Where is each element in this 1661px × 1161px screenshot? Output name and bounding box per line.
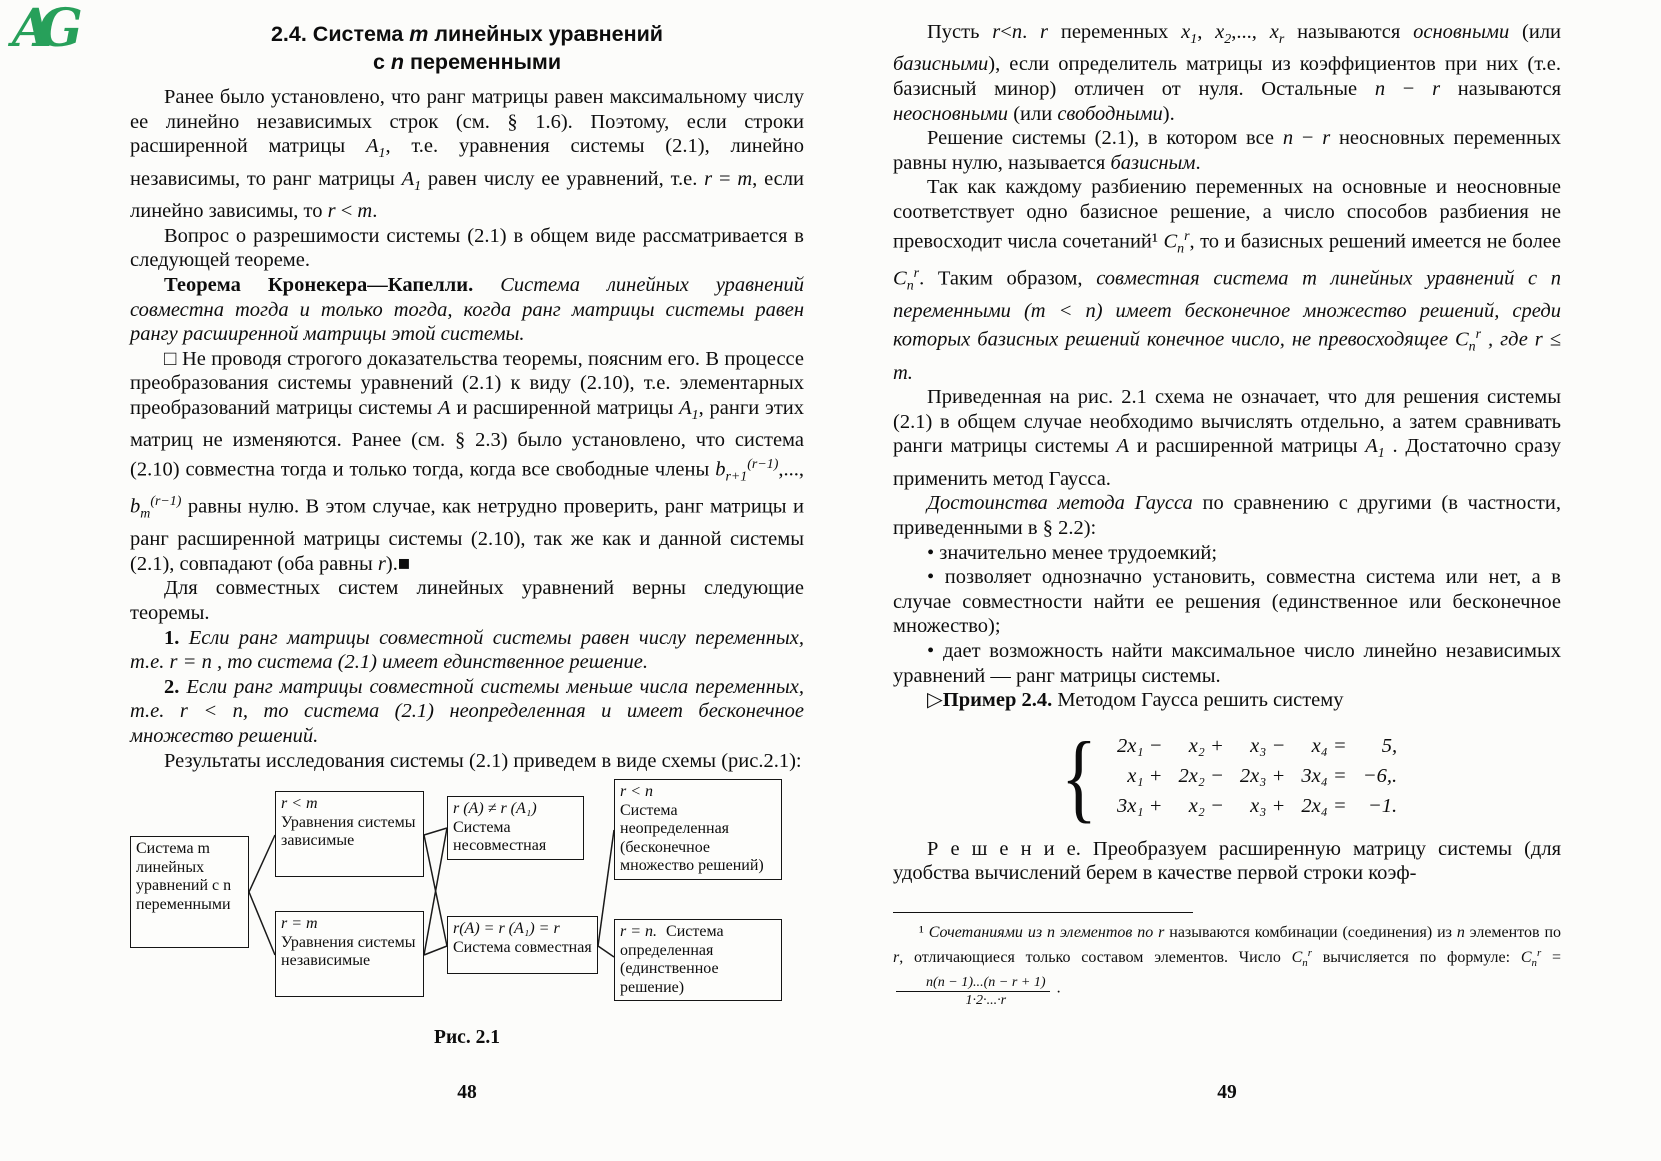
text-segment: (r−1) [150, 494, 182, 510]
figure-box-indeterminate [614, 779, 782, 880]
text-segment: r [1307, 947, 1312, 960]
text-segment: 2. [164, 675, 180, 698]
footnote-area [893, 922, 1561, 1009]
text-segment: 1 [1190, 31, 1198, 47]
text-segment: свободными [1057, 102, 1163, 125]
text-segment: A [365, 135, 379, 158]
text-segment: C [1163, 230, 1178, 253]
eq-term: 2x₂ − [1178, 765, 1224, 788]
text-segment: n [1531, 957, 1537, 970]
right-page-text-bottom [893, 837, 1561, 886]
text-segment: n [390, 50, 405, 74]
eq-term: x₂ − [1188, 795, 1224, 818]
paragraph [893, 541, 1561, 566]
text-segment: m [140, 506, 151, 522]
text-segment: . [372, 200, 378, 223]
text-segment: равны нулю. В этом случае, как нетрудно проверить, ранг матрицы и ранг расширенной матрицы системы (2.10), так же как и данной системы (2.1), совпадают (оба равны [130, 495, 804, 575]
text-segment: ¹ [919, 923, 929, 941]
text-segment: r [1184, 228, 1190, 244]
paragraph [130, 224, 804, 273]
text-segment: n [1302, 957, 1308, 970]
text-segment: = [712, 167, 738, 190]
text-segment: n [1374, 78, 1386, 101]
text-segment: • позволяет однозначно установить, совместна система или нет, а в случае совместности найти ее решения (единственное или бесконечное множество); [893, 566, 1561, 638]
box-text: Система совместная [453, 938, 592, 956]
text-segment: r [377, 552, 386, 575]
text-segment: , где r ≤ m. [893, 329, 1561, 384]
text-segment: Методом Гаусса решить систему [1052, 689, 1344, 712]
eq-term: −1. [1367, 795, 1398, 818]
text-segment: C [1520, 949, 1532, 967]
text-segment: Достоинства метода Гаусса [927, 492, 1193, 515]
text-segment: r+1 [725, 469, 748, 485]
box-condition: r = m [281, 915, 318, 933]
box-text: Система определенная (единственное решение) [620, 923, 724, 996]
text-segment: A [1365, 435, 1378, 458]
text-segment: r [913, 265, 920, 281]
text-segment: x [1215, 21, 1225, 43]
text-segment: C [893, 267, 907, 290]
text-segment: базисным [1110, 151, 1196, 174]
footnote [893, 922, 1561, 1009]
text-segment: − [1385, 78, 1433, 101]
paragraph [893, 639, 1561, 688]
eq-term: x₂ + [1188, 735, 1224, 758]
fraction [896, 975, 1050, 1009]
text-segment: Теорема Кронекера—Капелли. [164, 273, 474, 296]
text-segment: Решение системы (2.1), в котором все [927, 127, 1283, 150]
text-segment: с [372, 50, 391, 74]
text-segment: ,..., [1231, 21, 1270, 43]
text-segment: называются комбинации (соединения) из [1164, 923, 1457, 941]
right-page [893, 20, 1561, 1009]
text-segment: C [1291, 949, 1303, 967]
text-segment: Так как каждому разбиению переменных на основные и неосновные соответствует одно базисное решение, а число способов разбиения не превосходит числа сочетаний¹ [893, 176, 1561, 253]
text-segment: ▷Пример 2.4. [927, 689, 1053, 712]
eq-term: 3x₁ + [1117, 795, 1163, 818]
eq-term: 2x₃ + [1239, 765, 1286, 788]
text-segment: , то и базисных решений имеется не более [1189, 230, 1562, 253]
text-segment: n [1282, 127, 1294, 150]
text-segment: Ранее было установлено, что ранг матрицы равен максимальному числу ее линейно независимых строк (см. § 1.6). Поэтому, если строки расширенной матрицы [130, 86, 804, 158]
text-segment: неосновных переменных равны нулю, называется [893, 127, 1562, 174]
figure-box-consistent [447, 916, 598, 974]
text-segment: , отличающиеся только составом элементов. Число [899, 949, 1292, 967]
text-segment: Если ранг матрицы совместной системы равен числу переменных, т.е. r = n , то система (2.1) имеет единственное решение. [130, 626, 804, 674]
paragraph [130, 749, 804, 774]
text-segment: 1. [164, 626, 180, 649]
text-segment: □ Не проводя строгого доказательства теоремы, поясним его. В процессе преобразования системы уравнений (2.1) к виду (2.10), т.е. элементарных преобразований матрицы системы [130, 347, 804, 419]
text-segment: b [715, 458, 726, 481]
text-segment: r [704, 167, 713, 190]
box-text: Система m линейных уравнений с n переменными [136, 840, 232, 913]
paragraph [893, 126, 1561, 175]
text-segment: 2 [1224, 31, 1232, 47]
text-segment: A [1116, 435, 1129, 458]
text-segment: A [679, 396, 692, 419]
text-segment: вычисляется по формуле: [1311, 949, 1521, 967]
eq-term: x₃ + [1250, 795, 1286, 818]
text-segment: Для совместных систем линейных уравнений верны следующие теоремы. [130, 577, 804, 624]
figure-box-independent [275, 911, 424, 997]
section-title-line2 [130, 48, 804, 76]
text-segment: базисными [893, 53, 989, 76]
eq-term: 2x₁ − [1117, 735, 1163, 758]
text-segment: Приведенная на рис. 2.1 схема не означает, что для решения системы (2.1) в общем случае необходимо вычислять отдельно, а затем сравнивать ранги матрицы системы [893, 386, 1561, 458]
text-segment: Р е ш е н и е. Преобразуем расширенную матрицу системы (для удобства вычислений берем в качестве первой строки коэф- [893, 837, 1561, 885]
text-segment: = [1541, 949, 1562, 967]
paragraph [893, 837, 1561, 886]
text-segment: , т.е. уравнения системы (2.1), линейно независимы, то ранг матрицы [130, 135, 804, 190]
text-segment: 1 [1377, 446, 1385, 462]
paragraph [130, 347, 804, 577]
box-condition: r(A) = r (A₁) = r [453, 920, 560, 938]
text-segment: Сочетаниями из n элементов по r [928, 923, 1165, 941]
text-segment: Вопрос о разрешимости системы (2.1) в общем виде рассматривается в следующей теореме. [130, 224, 804, 272]
text-segment: . [1022, 21, 1041, 43]
page-number-right: 49 [1217, 1082, 1237, 1103]
figure-box-determinate [614, 919, 782, 1001]
text-segment: r [1475, 327, 1482, 343]
box-condition: r = n. [620, 923, 658, 941]
text-segment: линейных уравнений [428, 22, 664, 46]
figure-box-dependent [275, 791, 424, 877]
eq-term: 2x₄ = [1301, 795, 1347, 818]
figure-2-1 [130, 779, 804, 1017]
eq-term: x₁ + [1127, 765, 1163, 788]
text-segment: r [893, 949, 900, 967]
paragraph [130, 675, 804, 749]
text-segment: n [1468, 340, 1476, 355]
text-segment: 1 [378, 146, 386, 162]
text-segment: r [1040, 21, 1049, 43]
paragraph [130, 85, 804, 224]
eq-term: −6,. [1362, 765, 1398, 788]
paragraph [893, 491, 1561, 540]
text-segment: 1 [691, 407, 699, 423]
text-segment: основными [1413, 21, 1510, 43]
text-segment: 2.4. Система [270, 22, 410, 46]
text-segment: r [992, 21, 1001, 43]
system-equations [1117, 735, 1397, 818]
text-segment: m [737, 167, 753, 190]
paragraph [130, 576, 804, 625]
text-segment: и расширенной матрицы [1129, 435, 1366, 458]
paragraph [130, 626, 804, 675]
equation-system [1061, 720, 1561, 832]
text-segment: . Таким образом, [919, 267, 1097, 290]
eq-term: x₄ = [1311, 735, 1347, 758]
text-segment: (или [1008, 102, 1058, 125]
text-segment: переменных [1048, 21, 1182, 43]
text-segment: • значительно менее трудоемкий; [927, 541, 1218, 564]
text-segment: Если ранг матрицы совместной системы меньше числа переменных, т.е. r < n, то система (2.1) неопределенная и имеет бесконечное множество решений. [130, 675, 804, 747]
publisher-logo: AG [12, 0, 69, 59]
text-segment: r [327, 200, 336, 223]
text-segment: 1 [414, 178, 422, 194]
text-segment: Результаты исследования системы (2.1) приведем в виде схемы (рис.2.1): [164, 749, 802, 772]
text-segment: Пусть [927, 21, 993, 43]
text-segment: x [1269, 21, 1279, 43]
section-title-line1 [130, 20, 804, 48]
text-segment: неосновными [893, 102, 1009, 125]
text-segment: называются [1284, 21, 1414, 43]
text-segment: m [409, 22, 429, 46]
text-segment: (r−1) [747, 456, 779, 472]
text-segment: • дает возможность найти максимальное число линейно независимых уравнений — ранг матрицы системы. [893, 640, 1561, 687]
figure-box-inconsistent [447, 796, 584, 860]
text-segment: x [1181, 21, 1191, 43]
box-condition: r (A) ≠ r (A₁) [453, 800, 537, 818]
fraction-denominator: 1·2·...·r [965, 992, 1007, 1009]
eq-term: 5, [1381, 735, 1398, 758]
text-segment: ,..., [778, 458, 804, 481]
text-segment: r [1536, 947, 1542, 960]
text-segment: по сравнению с другими (в частности, приведенными в § 2.2): [893, 492, 1561, 540]
footnote-divider [893, 912, 1193, 913]
text-segment: . [1052, 979, 1061, 997]
text-segment: . Достаточно сразу применить метод Гаусса. [893, 435, 1561, 490]
eq-term: 3x₄ = [1301, 765, 1347, 788]
text-segment: n [1177, 241, 1185, 257]
text-segment: . [1195, 151, 1201, 174]
text-segment: b [130, 495, 141, 518]
box-text: Система несовместная [453, 818, 547, 855]
text-segment: n [1456, 923, 1465, 941]
fraction-numerator: n(n − 1)...(n − r + 1) [896, 975, 1050, 992]
text-segment: ), если определитель матрицы из коэффициентов при них (т.е. базисный минор) отличен от нуля. Остальные [893, 53, 1561, 101]
left-page [130, 20, 804, 1051]
page-number-left: 48 [457, 1082, 477, 1103]
paragraph [893, 385, 1561, 491]
text-segment: r [1278, 31, 1285, 47]
figure-box-system [130, 836, 249, 948]
text-segment: r [1432, 78, 1441, 101]
text-segment: , [1197, 21, 1216, 43]
text-segment: < [335, 200, 358, 223]
text-segment: ). [1162, 102, 1175, 125]
example-heading [893, 688, 1561, 713]
text-segment: , ранги этих матриц не изменяются. Ранее (см. § 2.3) было установлено, что система (2.10) совместна тогда и только тогда, когда все свободные члены [130, 396, 804, 481]
text-segment: Система линейных уравнений совместна тогда и только тогда, когда ранг матрицы системы равен рангу расширенной матрицы этой системы. [130, 273, 804, 346]
text-segment: < [1000, 21, 1012, 43]
theorem-kronecker-capelli [130, 273, 804, 347]
paragraph [893, 20, 1561, 126]
text-segment: (или [1509, 21, 1562, 43]
text-segment: n [906, 278, 914, 294]
box-text: Уравнения системы зависимые [281, 813, 416, 850]
text-segment: равен числу ее уравнений, т.е. [421, 167, 705, 190]
text-segment: и расширенной матрицы [450, 396, 680, 419]
box-text: Уравнения системы независимые [281, 933, 416, 970]
box-condition: r < m [281, 795, 318, 813]
eq-term: x₃ − [1250, 735, 1286, 758]
text-segment: , если линейно зависимы, то [130, 167, 804, 223]
system-brace: { [1061, 720, 1097, 832]
text-segment: переменными [404, 50, 562, 74]
text-segment: называются [1440, 78, 1561, 101]
box-text: Система неопределенная (бесконечное множество решений) [620, 801, 764, 875]
text-segment: m [357, 200, 373, 223]
text-segment: A [401, 167, 415, 190]
text-segment: ).■ [385, 552, 411, 575]
text-segment: n [1011, 21, 1023, 43]
text-segment: − [1293, 127, 1323, 150]
box-condition: r < n [620, 783, 654, 801]
text-segment: C [1454, 329, 1469, 352]
paragraph [893, 175, 1561, 385]
text-segment: совместная система m линейных уравнений с n переменными (m < n) имеет бесконечное множество решений, среди которых базисных решений конечное число, не превосходящее [893, 267, 1561, 352]
text-segment: A [438, 396, 451, 419]
paragraph [893, 565, 1561, 639]
right-page-text-top [893, 20, 1561, 713]
figure-caption: Рис. 2.1 [434, 1027, 500, 1049]
text-segment: r [1322, 127, 1331, 150]
text-segment: элементов по [1464, 923, 1562, 941]
left-page-text [130, 20, 804, 773]
